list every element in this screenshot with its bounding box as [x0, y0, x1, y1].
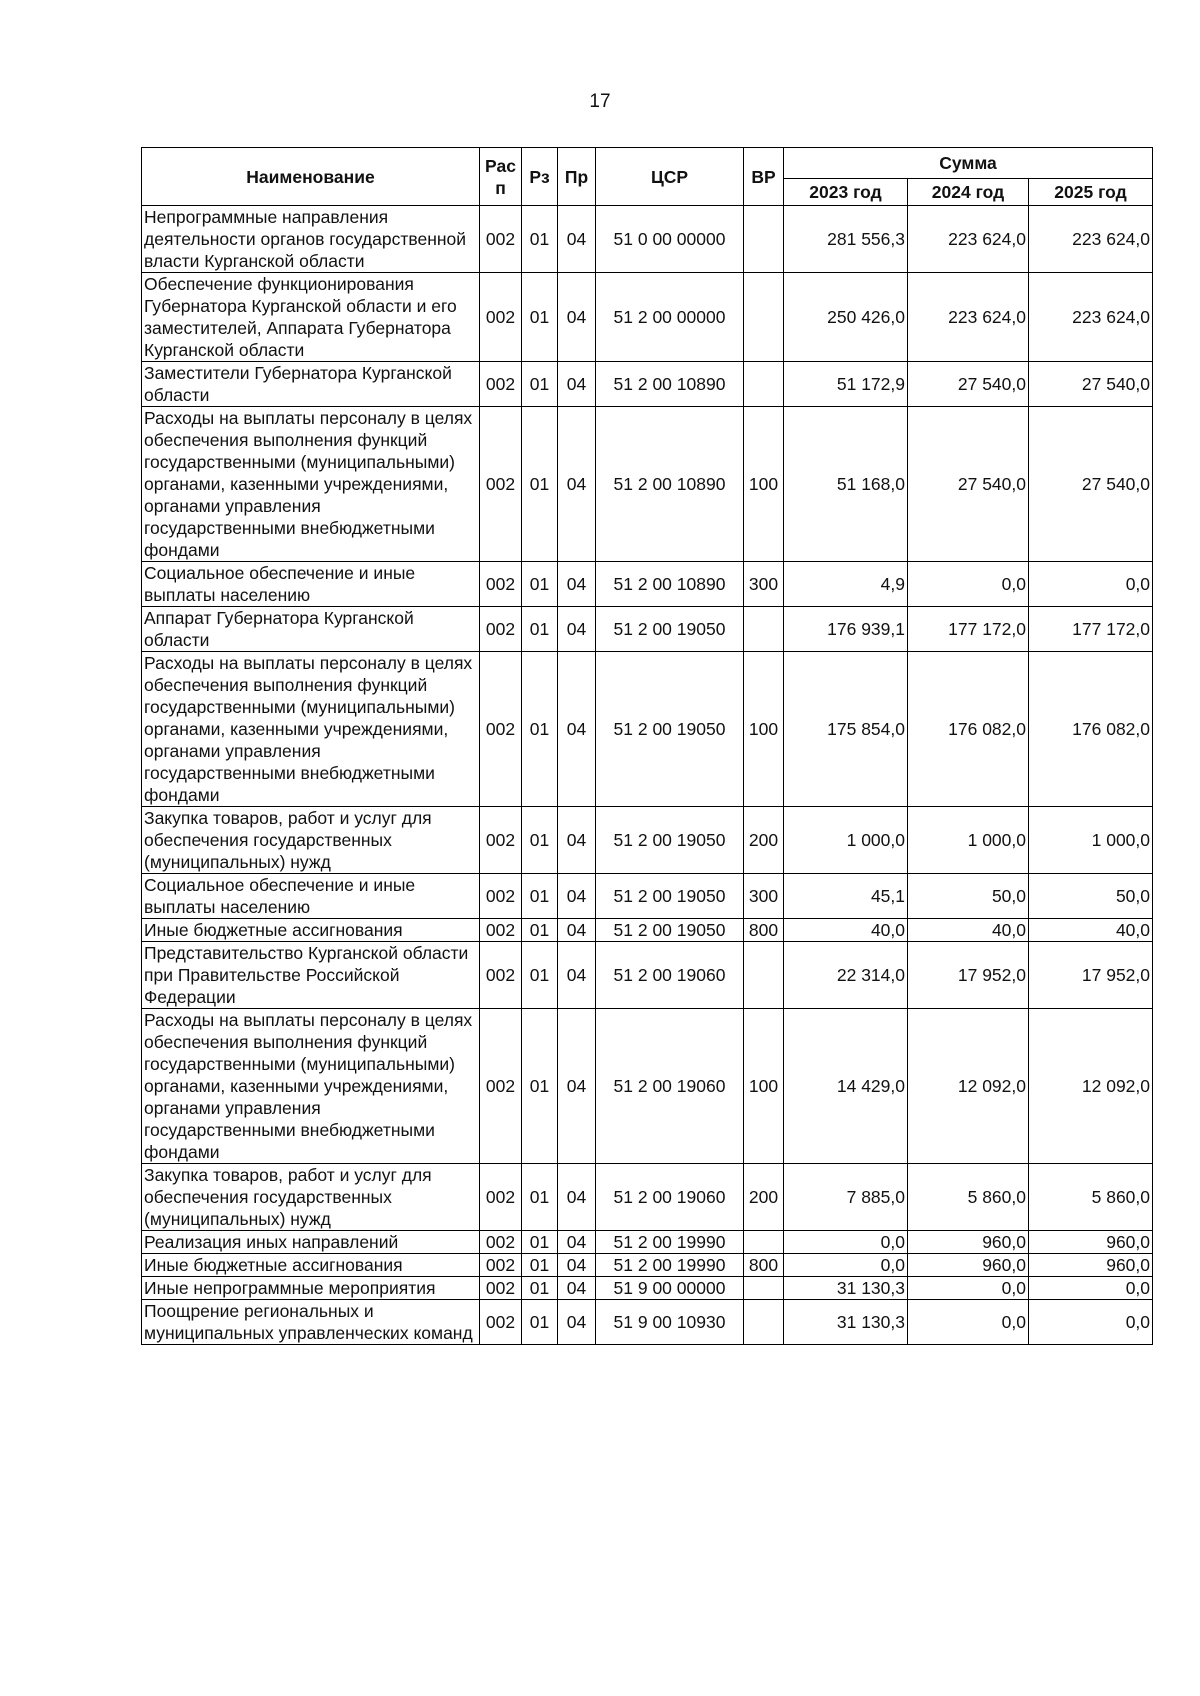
row-sum-2024: 27 540,0 — [908, 362, 1029, 407]
row-rz: 01 — [522, 1164, 558, 1231]
row-sum-2024: 960,0 — [908, 1254, 1029, 1277]
row-rz: 01 — [522, 607, 558, 652]
row-sum-2024: 40,0 — [908, 919, 1029, 942]
row-csr: 51 2 00 19060 — [596, 1164, 744, 1231]
row-sum-2024: 27 540,0 — [908, 407, 1029, 562]
budget-table — [141, 147, 1153, 1345]
row-vr: 300 — [744, 562, 784, 607]
row-name: Расходы на выплаты персоналу в целях обеспечения выполнения функций государственными (муниципальными) органами, казенными учреждениями, органами управления государственными внебюджетными фондами — [142, 652, 480, 807]
header-sum: Сумма — [784, 148, 1153, 179]
row-sum-2024: 223 624,0 — [908, 206, 1029, 273]
row-sum-2024: 5 860,0 — [908, 1164, 1029, 1231]
row-pr: 04 — [558, 807, 596, 874]
row-vr: 100 — [744, 407, 784, 562]
table-row — [142, 919, 1153, 942]
row-rz: 01 — [522, 1277, 558, 1300]
row-vr: 800 — [744, 1254, 784, 1277]
row-sum-2024: 177 172,0 — [908, 607, 1029, 652]
row-sum-2023: 281 556,3 — [784, 206, 908, 273]
table-row — [142, 874, 1153, 919]
row-csr: 51 2 00 19050 — [596, 919, 744, 942]
table-row — [142, 1254, 1153, 1277]
row-sum-2025: 0,0 — [1029, 562, 1153, 607]
row-sum-2024: 176 082,0 — [908, 652, 1029, 807]
row-pr: 04 — [558, 874, 596, 919]
row-sum-2023: 176 939,1 — [784, 607, 908, 652]
table-row — [142, 1300, 1153, 1345]
table-row — [142, 407, 1153, 562]
row-sum-2025: 17 952,0 — [1029, 942, 1153, 1009]
header-year-2023: 2023 год — [784, 179, 908, 206]
row-csr: 51 2 00 19990 — [596, 1231, 744, 1254]
row-pr: 04 — [558, 919, 596, 942]
row-rasp: 002 — [480, 407, 522, 562]
row-sum-2025: 176 082,0 — [1029, 652, 1153, 807]
row-vr — [744, 942, 784, 1009]
row-sum-2025: 960,0 — [1029, 1254, 1153, 1277]
row-rz: 01 — [522, 807, 558, 874]
table-body — [142, 206, 1153, 1345]
row-rasp: 002 — [480, 607, 522, 652]
row-rasp: 002 — [480, 942, 522, 1009]
table-row — [142, 562, 1153, 607]
row-rz: 01 — [522, 1300, 558, 1345]
table-row — [142, 607, 1153, 652]
row-name: Социальное обеспечение и иные выплаты населению — [142, 874, 480, 919]
row-sum-2025: 0,0 — [1029, 1300, 1153, 1345]
row-pr: 04 — [558, 1231, 596, 1254]
row-pr: 04 — [558, 273, 596, 362]
row-sum-2023: 51 168,0 — [784, 407, 908, 562]
row-name: Непрограммные направления деятельности органов государственной власти Курганской области — [142, 206, 480, 273]
row-vr — [744, 362, 784, 407]
row-name: Аппарат Губернатора Курганской области — [142, 607, 480, 652]
row-sum-2025: 960,0 — [1029, 1231, 1153, 1254]
row-vr — [744, 1277, 784, 1300]
row-sum-2023: 4,9 — [784, 562, 908, 607]
row-name: Поощрение региональных и муниципальных управленческих команд — [142, 1300, 480, 1345]
row-csr: 51 2 00 10890 — [596, 407, 744, 562]
row-pr: 04 — [558, 607, 596, 652]
row-rz: 01 — [522, 652, 558, 807]
row-rasp: 002 — [480, 919, 522, 942]
row-sum-2023: 14 429,0 — [784, 1009, 908, 1164]
row-name: Иные непрограммные мероприятия — [142, 1277, 480, 1300]
row-pr: 04 — [558, 1254, 596, 1277]
row-name: Социальное обеспечение и иные выплаты населению — [142, 562, 480, 607]
row-csr: 51 9 00 00000 — [596, 1277, 744, 1300]
row-rasp: 002 — [480, 1277, 522, 1300]
header-csr: ЦСР — [596, 148, 744, 206]
row-vr: 200 — [744, 1164, 784, 1231]
row-sum-2023: 175 854,0 — [784, 652, 908, 807]
row-pr: 04 — [558, 1277, 596, 1300]
row-sum-2024: 12 092,0 — [908, 1009, 1029, 1164]
row-name: Закупка товаров, работ и услуг для обеспечения государственных (муниципальных) нужд — [142, 807, 480, 874]
table-row — [142, 942, 1153, 1009]
row-csr: 51 0 00 00000 — [596, 206, 744, 273]
header-year-2024: 2024 год — [908, 179, 1029, 206]
row-rasp: 002 — [480, 206, 522, 273]
table-header — [142, 148, 1153, 206]
row-sum-2025: 5 860,0 — [1029, 1164, 1153, 1231]
row-vr: 800 — [744, 919, 784, 942]
row-sum-2025: 12 092,0 — [1029, 1009, 1153, 1164]
row-pr: 04 — [558, 407, 596, 562]
row-vr: 200 — [744, 807, 784, 874]
row-rasp: 002 — [480, 1254, 522, 1277]
row-csr: 51 9 00 10930 — [596, 1300, 744, 1345]
row-csr: 51 2 00 10890 — [596, 362, 744, 407]
row-pr: 04 — [558, 942, 596, 1009]
row-vr — [744, 206, 784, 273]
row-rasp: 002 — [480, 652, 522, 807]
header-name: Наименование — [142, 148, 480, 206]
row-rasp: 002 — [480, 1164, 522, 1231]
row-rz: 01 — [522, 1009, 558, 1164]
row-sum-2023: 31 130,3 — [784, 1300, 908, 1345]
row-sum-2025: 40,0 — [1029, 919, 1153, 942]
table-row — [142, 652, 1153, 807]
row-pr: 04 — [558, 562, 596, 607]
row-sum-2024: 0,0 — [908, 1300, 1029, 1345]
row-name: Обеспечение функционирования Губернатора Курганской области и его заместителей, Аппарата Губернатора Курганской области — [142, 273, 480, 362]
row-sum-2025: 27 540,0 — [1029, 407, 1153, 562]
row-csr: 51 2 00 19050 — [596, 652, 744, 807]
row-vr — [744, 273, 784, 362]
row-sum-2023: 0,0 — [784, 1231, 908, 1254]
header-rasp — [480, 148, 522, 206]
row-name: Представительство Курганской области при Правительстве Российской Федерации — [142, 942, 480, 1009]
row-rz: 01 — [522, 919, 558, 942]
table-row — [142, 1009, 1153, 1164]
row-csr: 51 2 00 19050 — [596, 607, 744, 652]
row-csr: 51 2 00 19050 — [596, 807, 744, 874]
row-name: Иные бюджетные ассигнования — [142, 1254, 480, 1277]
row-sum-2023: 22 314,0 — [784, 942, 908, 1009]
row-sum-2025: 223 624,0 — [1029, 273, 1153, 362]
row-vr: 100 — [744, 1009, 784, 1164]
row-rasp: 002 — [480, 362, 522, 407]
row-pr: 04 — [558, 206, 596, 273]
row-rz: 01 — [522, 1231, 558, 1254]
row-sum-2025: 223 624,0 — [1029, 206, 1153, 273]
row-pr: 04 — [558, 1164, 596, 1231]
header-year-2025: 2025 год — [1029, 179, 1153, 206]
header-vr: ВР — [744, 148, 784, 206]
row-sum-2023: 51 172,9 — [784, 362, 908, 407]
row-vr — [744, 607, 784, 652]
row-rz: 01 — [522, 362, 558, 407]
row-sum-2025: 0,0 — [1029, 1277, 1153, 1300]
row-sum-2023: 31 130,3 — [784, 1277, 908, 1300]
row-name: Иные бюджетные ассигнования — [142, 919, 480, 942]
row-rz: 01 — [522, 273, 558, 362]
row-name: Закупка товаров, работ и услуг для обеспечения государственных (муниципальных) нужд — [142, 1164, 480, 1231]
row-sum-2024: 0,0 — [908, 562, 1029, 607]
row-rasp: 002 — [480, 273, 522, 362]
row-sum-2023: 250 426,0 — [784, 273, 908, 362]
header-pr: Пр — [558, 148, 596, 206]
row-csr: 51 2 00 10890 — [596, 562, 744, 607]
row-csr: 51 2 00 19990 — [596, 1254, 744, 1277]
row-sum-2024: 960,0 — [908, 1231, 1029, 1254]
row-sum-2025: 1 000,0 — [1029, 807, 1153, 874]
row-pr: 04 — [558, 652, 596, 807]
table-row — [142, 273, 1153, 362]
table-row — [142, 807, 1153, 874]
row-sum-2024: 0,0 — [908, 1277, 1029, 1300]
table-row — [142, 1231, 1153, 1254]
row-pr: 04 — [558, 362, 596, 407]
row-rz: 01 — [522, 1254, 558, 1277]
row-rz: 01 — [522, 407, 558, 562]
row-rz: 01 — [522, 874, 558, 919]
row-csr: 51 2 00 19060 — [596, 942, 744, 1009]
row-rasp: 002 — [480, 1300, 522, 1345]
row-sum-2025: 177 172,0 — [1029, 607, 1153, 652]
header-rz: Рз — [522, 148, 558, 206]
table-row — [142, 362, 1153, 407]
row-sum-2024: 17 952,0 — [908, 942, 1029, 1009]
row-pr: 04 — [558, 1009, 596, 1164]
row-csr: 51 2 00 00000 — [596, 273, 744, 362]
row-sum-2025: 50,0 — [1029, 874, 1153, 919]
row-rasp: 002 — [480, 807, 522, 874]
row-rz: 01 — [522, 942, 558, 1009]
table-row — [142, 206, 1153, 273]
row-name: Расходы на выплаты персоналу в целях обеспечения выполнения функций государственными (муниципальными) органами, казенными учреждениями, органами управления государственными внебюджетными фондами — [142, 407, 480, 562]
row-rasp: 002 — [480, 1009, 522, 1164]
row-sum-2024: 1 000,0 — [908, 807, 1029, 874]
row-sum-2023: 1 000,0 — [784, 807, 908, 874]
row-rasp: 002 — [480, 874, 522, 919]
header-rasp-line1: Рас — [485, 155, 516, 176]
row-name: Расходы на выплаты персоналу в целях обеспечения выполнения функций государственными (муниципальными) органами, казенными учреждениями, органами управления государственными внебюджетными фондами — [142, 1009, 480, 1164]
header-rasp-line2: п — [495, 177, 506, 198]
row-vr — [744, 1300, 784, 1345]
row-sum-2024: 50,0 — [908, 874, 1029, 919]
row-name: Реализация иных направлений — [142, 1231, 480, 1254]
row-sum-2023: 45,1 — [784, 874, 908, 919]
row-sum-2023: 40,0 — [784, 919, 908, 942]
row-sum-2025: 27 540,0 — [1029, 362, 1153, 407]
row-csr: 51 2 00 19060 — [596, 1009, 744, 1164]
page-number: 17 — [589, 91, 611, 112]
row-rasp: 002 — [480, 1231, 522, 1254]
row-rz: 01 — [522, 562, 558, 607]
row-csr: 51 2 00 19050 — [596, 874, 744, 919]
row-vr: 100 — [744, 652, 784, 807]
row-rz: 01 — [522, 206, 558, 273]
row-vr: 300 — [744, 874, 784, 919]
row-sum-2023: 7 885,0 — [784, 1164, 908, 1231]
row-rasp: 002 — [480, 562, 522, 607]
row-pr: 04 — [558, 1300, 596, 1345]
row-sum-2023: 0,0 — [784, 1254, 908, 1277]
row-name: Заместители Губернатора Курганской области — [142, 362, 480, 407]
row-sum-2024: 223 624,0 — [908, 273, 1029, 362]
table-row — [142, 1164, 1153, 1231]
table-row — [142, 1277, 1153, 1300]
row-vr — [744, 1231, 784, 1254]
